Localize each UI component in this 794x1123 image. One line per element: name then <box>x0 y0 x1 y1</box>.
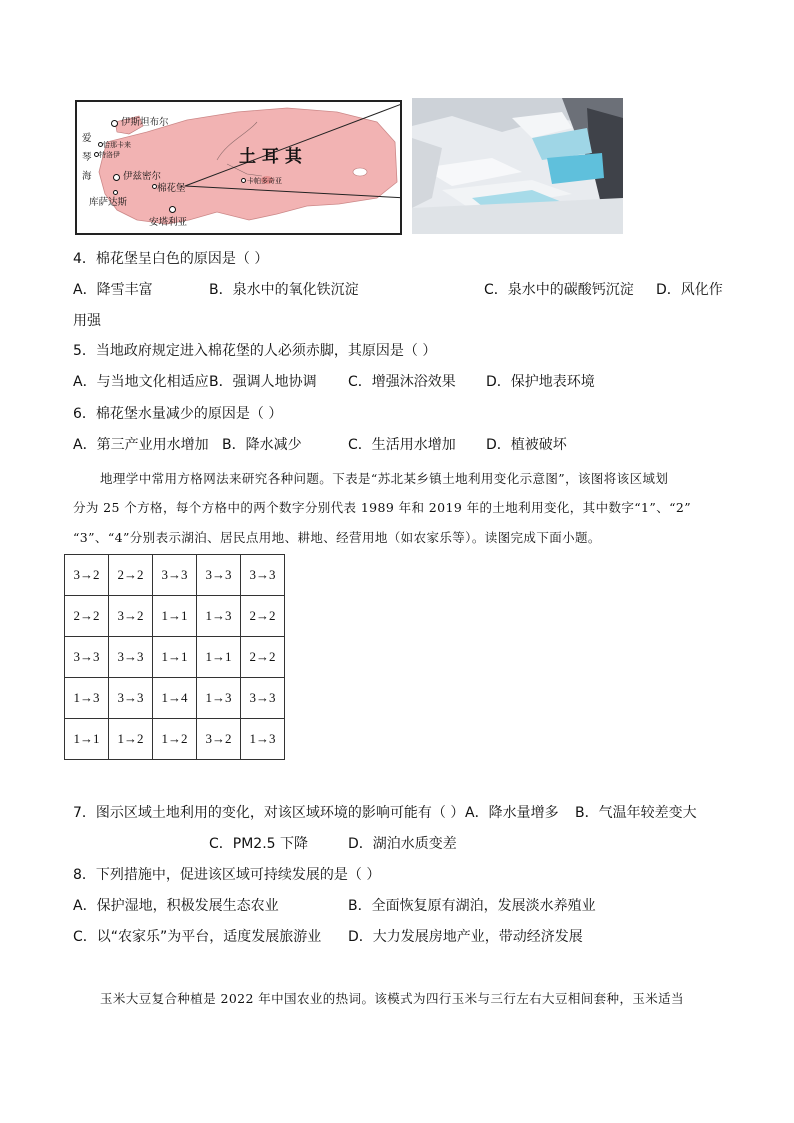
country-label: 土 耳 其 <box>239 147 302 167</box>
grid-row <box>65 555 285 596</box>
q4-option-d-cont: 用强 <box>73 313 101 329</box>
grid-cell: 1→3 <box>241 719 285 760</box>
q5-option-c: C．增强沐浴效果 <box>348 374 456 390</box>
city-cappadocia: 卡帕多奇亚 <box>247 177 282 185</box>
q4-stem: 4．棉花堡呈白色的原因是（ ） <box>73 251 269 267</box>
grid-cell: 1→3 <box>197 596 241 637</box>
cappadocia-dot <box>241 178 246 183</box>
grid-cell: 3→2 <box>65 555 109 596</box>
grid-cell: 1→1 <box>197 637 241 678</box>
antalya-dot <box>169 206 176 213</box>
grid-cell: 2→2 <box>109 555 153 596</box>
q6-stem: 6．棉花堡水量减少的原因是（ ） <box>73 406 283 422</box>
grid-cell: 1→1 <box>153 596 197 637</box>
grid-row <box>65 678 285 719</box>
grid-cell: 3→2 <box>197 719 241 760</box>
passage1-line1: 地理学中常用方格网法来研究各种问题。下表是“苏北某乡镇土地利用变化示意图”，该图将该区域划 <box>100 471 669 486</box>
q5-option-a: A．与当地文化相适应 <box>73 374 209 390</box>
q7-option-a: A．降水量增多 <box>465 805 559 821</box>
q4-option-b: B．泉水中的氧化铁沉淀 <box>209 282 359 298</box>
city-pamukkale: 棉花堡 <box>157 183 186 194</box>
grid-cell: 2→2 <box>241 596 285 637</box>
city-istanbul: 伊斯坦布尔 <box>121 117 169 128</box>
grid-cell: 1→2 <box>153 719 197 760</box>
passage1-line3: “3”、“4”分别表示湖泊、居民点用地、耕地、经营用地（如农家乐等）。读图完成下面小题。 <box>73 530 601 545</box>
grid-row <box>65 596 285 637</box>
q8-option-b: B．全面恢复原有湖泊，发展淡水养殖业 <box>348 898 596 914</box>
grid-cell: 3→2 <box>109 596 153 637</box>
q5-stem: 5．当地政府规定进入棉花堡的人必须赤脚，其原因是（ ） <box>73 343 437 359</box>
passage1-line2: 分为 25 个方格，每个方格中的两个数字分别代表 1989 年和 2019 年的土地利用变化，其中数字“1”、“2” <box>73 500 692 515</box>
q6-option-a: A．第三产业用水增加 <box>73 437 209 453</box>
grid-cell: 1→3 <box>65 678 109 719</box>
q6-option-d: D．植被破坏 <box>486 437 567 453</box>
grid-cell: 1→1 <box>153 637 197 678</box>
q7-option-d: D．湖泊水质变差 <box>348 836 457 852</box>
q6-option-c: C．生活用水增加 <box>348 437 456 453</box>
pamukkale-photo-image <box>412 98 623 234</box>
grid-cell: 2→2 <box>241 637 285 678</box>
grid-cell: 1→2 <box>109 719 153 760</box>
q4-option-d: D．风化作 <box>656 282 723 298</box>
q6-option-b: B．降水减少 <box>222 437 302 453</box>
grid-cell: 2→2 <box>65 596 109 637</box>
q8-option-d: D．大力发展房地产业，带动经济发展 <box>348 929 583 945</box>
q5-option-d: D．保护地表环境 <box>486 374 595 390</box>
grid-cell: 1→1 <box>65 719 109 760</box>
izmir-dot <box>113 174 120 181</box>
city-troy: 特洛伊 <box>99 151 120 159</box>
q8-option-c: C．以“农家乐”为平台，适度发展旅游业 <box>73 929 322 945</box>
city-kusadasi: 库萨达斯 <box>89 197 128 208</box>
grid-cell: 3→3 <box>241 555 285 596</box>
grid-cell: 3→3 <box>197 555 241 596</box>
grid-cell: 3→3 <box>153 555 197 596</box>
pamukkale-photo <box>412 98 623 234</box>
grid-cell: 3→3 <box>65 637 109 678</box>
turkey-map <box>75 100 402 235</box>
q7-option-b: B．气温年较差变大 <box>575 805 697 821</box>
sea-label-3: 海 <box>82 171 92 182</box>
q8-stem: 8．下列措施中，促进该区域可持续发展的是（ ） <box>73 867 381 883</box>
grid-row <box>65 719 285 760</box>
q5-option-b: B．强调人地协调 <box>209 374 317 390</box>
grid-cell: 3→3 <box>109 637 153 678</box>
grid-row <box>65 637 285 678</box>
sea-label-2: 琴 <box>82 152 92 163</box>
q4-option-a: A．降雪丰富 <box>73 282 153 298</box>
sea-label-1: 爱 <box>82 133 92 144</box>
land-use-grid <box>64 554 285 760</box>
q7-stem: 7．图示区域土地利用的变化，对该区域环境的影响可能有（ ） <box>73 805 465 821</box>
istanbul-dot <box>111 120 118 127</box>
grid-cell: 3→3 <box>241 678 285 719</box>
passage2-line1: 玉米大豆复合种植是 2022 年中国农业的热词。该模式为四行玉米与三行左右大豆相间套种，玉米适当 <box>100 991 684 1006</box>
city-izmir: 伊兹密尔 <box>123 171 162 182</box>
grid-cell: 3→3 <box>109 678 153 719</box>
q4-option-c: C．泉水中的碳酸钙沉淀 <box>484 282 634 298</box>
city-canakkale: 恰那卡来 <box>103 141 131 149</box>
grid-cell: 1→3 <box>197 678 241 719</box>
q8-option-a: A．保护湿地，积极发展生态农业 <box>73 898 279 914</box>
grid-cell: 1→4 <box>153 678 197 719</box>
q7-option-c: C．PM2.5 下降 <box>209 836 309 852</box>
city-antalya: 安塔利亚 <box>149 217 188 228</box>
